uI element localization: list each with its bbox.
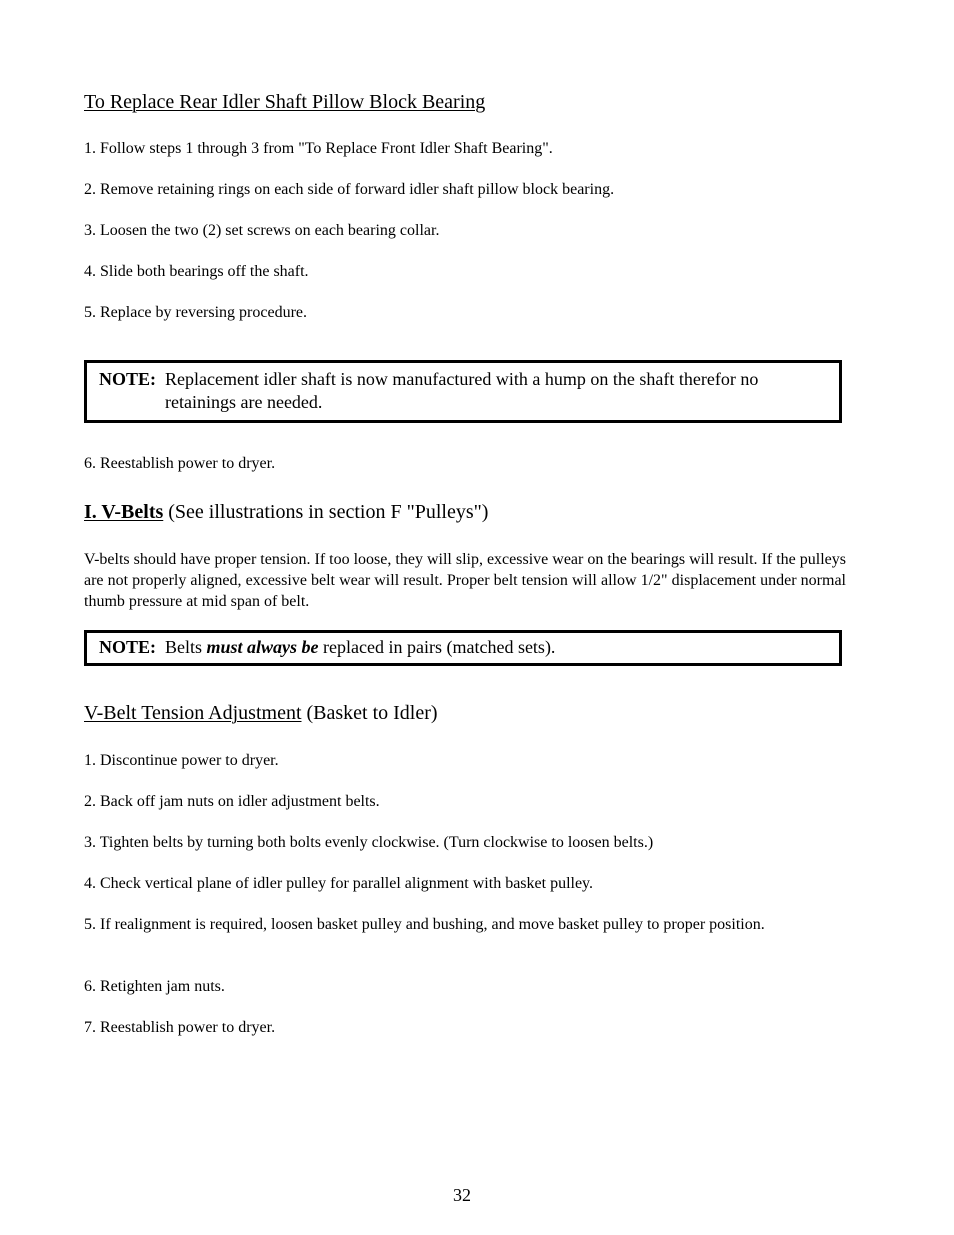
tension-heading-rest: (Basket to Idler)	[301, 702, 438, 724]
rear-idler-step-2: 2. Remove retaining rings on each side of forward idler shaft pillow block bearing.	[84, 181, 615, 198]
tension-step-3: 3. Tighten belts by turning both bolts evenly clockwise. (Turn clockwise to loosen belts.)	[84, 834, 654, 851]
tension-heading	[84, 701, 438, 725]
note-text	[165, 636, 555, 659]
note-label: NOTE:	[99, 637, 157, 657]
note-text-before: Belts	[165, 637, 207, 657]
rear-idler-step-3: 3. Loosen the two (2) set screws on each bearing collar.	[84, 222, 440, 239]
rear-idler-heading	[84, 90, 485, 114]
tension-step-7: 7. Reestablish power to dryer.	[84, 1019, 276, 1036]
rear-idler-step-4: 4. Slide both bearings off the shaft.	[84, 263, 309, 280]
note-text-line-1: Replacement idler shaft is now manufactured with a hump on the shaft therefor no	[165, 369, 759, 389]
tension-step-6: 6. Retighten jam nuts.	[84, 978, 225, 995]
note-box-belts	[84, 630, 842, 666]
tension-heading-underlined: V-Belt Tension Adjustment	[84, 702, 302, 724]
note-label: NOTE:	[99, 369, 157, 389]
tension-step-1: 1. Discontinue power to dryer.	[84, 752, 279, 769]
tension-step-2: 2. Back off jam nuts on idler adjustment belts.	[84, 793, 380, 810]
vbelts-paragraph: V-belts should have proper tension. If too loose, they will slip, excessive wear on the bearings will result. If the pulleys are not properly aligned, excessive belt wear will result. Proper belt tension will allow 1/2" displacement under normal thumb pressure at mid span of belt.	[84, 551, 846, 610]
page-number: 32	[453, 1185, 471, 1205]
tension-step-5: 5. If realignment is required, loosen basket pulley and bushing, and move basket pulley to proper position.	[84, 916, 765, 933]
rear-idler-step-5: 5. Replace by reversing procedure.	[84, 304, 308, 321]
rear-idler-heading-text: To Replace Rear Idler Shaft Pillow Block Bearing	[84, 91, 486, 113]
note-text-emphasis: must always be	[206, 637, 319, 657]
vbelts-heading-rest: (See illustrations in section F "Pulleys")	[163, 501, 489, 523]
note-text-line-2: retainings are needed.	[165, 392, 323, 412]
tension-step-4: 4. Check vertical plane of idler pulley for parallel alignment with basket pulley.	[84, 875, 594, 892]
vbelts-heading-bold: I. V-Belts	[84, 501, 164, 523]
note-text-after: replaced in pairs (matched sets).	[318, 637, 556, 657]
rear-idler-step-1: 1. Follow steps 1 through 3 from "To Replace Front Idler Shaft Bearing".	[84, 140, 553, 157]
vbelts-heading	[84, 500, 488, 524]
note-box-idler-shaft	[84, 360, 842, 423]
rear-idler-step-6: 6. Reestablish power to dryer.	[84, 455, 276, 472]
